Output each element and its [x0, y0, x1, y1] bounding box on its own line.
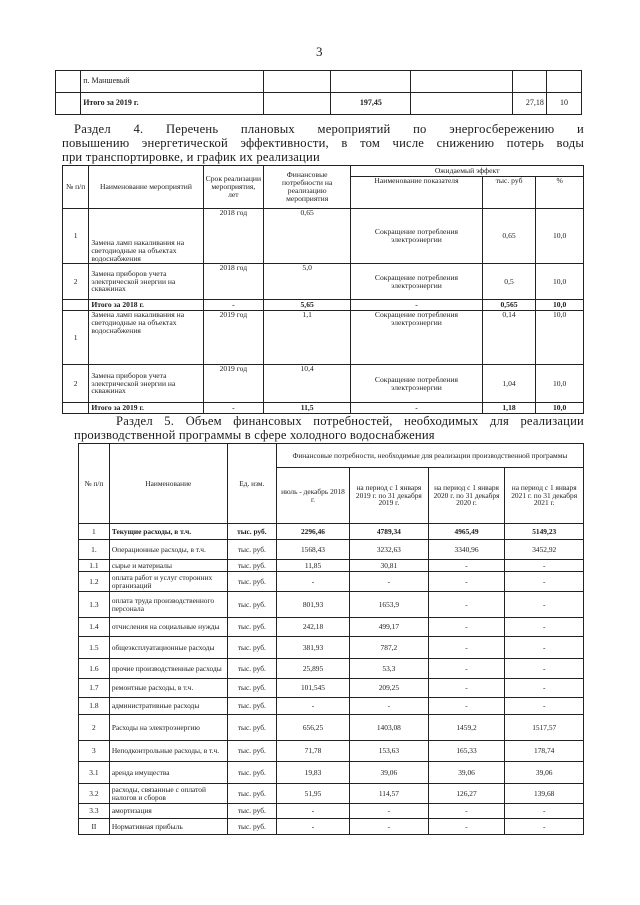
cell-name: ремонтные расходы, в т.ч. [109, 679, 227, 698]
cell-v1: 656,25 [276, 715, 349, 741]
cell-v1: - [276, 819, 349, 835]
cell-unit: тыс. руб. [227, 637, 276, 659]
cell-unit: тыс. руб. [227, 784, 276, 804]
cell-name: прочие производственные расходы [109, 659, 227, 679]
cell-unit: тыс. руб. [227, 524, 276, 540]
cell-unit: тыс. руб. [227, 715, 276, 741]
cell-v2: 4789,34 [350, 524, 429, 540]
cell-num: 3.3 [79, 804, 110, 819]
cell-unit: тыс. руб. [227, 560, 276, 572]
cell-v1: 71,78 [276, 741, 349, 762]
cell-name: Расходы на электроэнергию [109, 715, 227, 741]
cell-name: общеэксплуатационные расходы [109, 637, 227, 659]
cell-v2: - [350, 698, 429, 715]
section4-table [62, 165, 584, 414]
cell-unit: тыс. руб. [227, 762, 276, 784]
cell-v2: 39,06 [350, 762, 429, 784]
top-total-label: Итого за 2019 г. [81, 93, 264, 115]
cell-v2: 3232,63 [350, 540, 429, 560]
cell-v2: 1653,9 [350, 592, 429, 618]
cell-v3: - [428, 819, 505, 835]
cell-unit: тыс. руб. [227, 592, 276, 618]
col-percent: % [536, 177, 584, 209]
top-total-value: 27,18 [512, 93, 546, 115]
table-row [79, 524, 584, 540]
cell-name: отчисления на социальные нужды [109, 618, 227, 637]
cell-v1: - [276, 572, 349, 592]
col-p1: июль - декабрь 2018 г. [276, 468, 349, 524]
cell-num: 3.1 [79, 762, 110, 784]
cell-v2: 787,2 [350, 637, 429, 659]
col-group: Финансовые потребности, необходимые для реализации производственной программы [276, 444, 583, 468]
table-row: 1 Замена ламп накаливания на светодиодные на объектах водоснабжения 2019 год 1,1 Сокращение потребления электроэнергии 0,14 10,0 [63, 311, 584, 365]
cell-v1: 25,895 [276, 659, 349, 679]
cell-v4: 5149,23 [505, 524, 584, 540]
cell-name: Нормативная прибыль [109, 819, 227, 835]
cell-name: административные расходы [109, 698, 227, 715]
table-row: 1 Замена ламп накаливания на светодиодные на объектах водоснабжения 2018 год 0,65 Сокращение потребления электроэнергии 0,65 10,0 [63, 209, 584, 264]
cell-v1: 242,18 [276, 618, 349, 637]
table-row: Итого за 2018 г. - 5,65 - 0,565 10,0 [63, 300, 584, 311]
cell-v4: 1517,57 [505, 715, 584, 741]
table-row [79, 741, 584, 762]
cell-num: 1.4 [79, 618, 110, 637]
cell-name: сырье и материалы [109, 560, 227, 572]
top-total-percent: 10 [546, 93, 581, 115]
cell-v4: - [505, 592, 584, 618]
table-row: 2 Замена приборов учета электрической энергии на скважинах 2019 год 10,4 Сокращение потребления электроэнергии 1,04 10,0 [63, 365, 584, 403]
cell-v4: - [505, 637, 584, 659]
cell-v3: - [428, 592, 505, 618]
col-name: Наименование [109, 444, 227, 524]
cell-v4: 39,06 [505, 762, 584, 784]
cell-num: 1 [79, 524, 110, 540]
table-row [79, 762, 584, 784]
col-effect: Ожидаемый эффект [351, 166, 584, 177]
cell-name: оплата работ и услуг сторонних организаций [109, 572, 227, 592]
col-p2: на период с 1 января 2019 г. по 31 декабря 2019 г. [350, 468, 429, 524]
cell-unit: тыс. руб. [227, 572, 276, 592]
cell-num: 1. [79, 540, 110, 560]
cell-v2: 53,3 [350, 659, 429, 679]
cell-unit: тыс. руб. [227, 618, 276, 637]
cell-v3: - [428, 804, 505, 819]
cell-v3: - [428, 618, 505, 637]
cell-unit: тыс. руб. [227, 540, 276, 560]
col-name: Наименование мероприятий [89, 166, 203, 209]
cell-unit: тыс. руб. [227, 659, 276, 679]
col-value: тыс. руб [482, 177, 536, 209]
cell-name: Операционные расходы, в т.ч. [109, 540, 227, 560]
cell-v2: 153,63 [350, 741, 429, 762]
cell-unit: тыс. руб. [227, 819, 276, 835]
cell-v2: 209,25 [350, 679, 429, 698]
col-p4: на период с 1 января 2021 г. по 31 декабря 2021 г. [505, 468, 584, 524]
cell-v1: 19,83 [276, 762, 349, 784]
table-row [79, 618, 584, 637]
cell-name: амортизация [109, 804, 227, 819]
cell-v4: - [505, 659, 584, 679]
cell-v4: 178,74 [505, 741, 584, 762]
col-num: № п/п [79, 444, 110, 524]
table-row [79, 784, 584, 804]
cell-unit: тыс. руб. [227, 741, 276, 762]
cell-v3: - [428, 637, 505, 659]
table-row [79, 592, 584, 618]
cell-v4: - [505, 618, 584, 637]
col-need: Финансовые потребности на реализацию мероприятия [264, 166, 351, 209]
cell-num: 1.8 [79, 698, 110, 715]
cell-unit: тыс. руб. [227, 698, 276, 715]
table-row [79, 804, 584, 819]
cell-name: Неподконтрольные расходы, в т.ч. [109, 741, 227, 762]
cell-v1: 11,85 [276, 560, 349, 572]
cell-v3: 39,06 [428, 762, 505, 784]
top-total-need: 197,45 [331, 93, 411, 115]
cell-v4: - [505, 679, 584, 698]
col-unit: Ед. изм. [227, 444, 276, 524]
cell-v2: - [350, 819, 429, 835]
col-p3: на период с 1 января 2020 г. по 31 декабря 2020 г. [428, 468, 505, 524]
cell-num: 1.6 [79, 659, 110, 679]
cell-v1: 381,93 [276, 637, 349, 659]
cell-num: 1.2 [79, 572, 110, 592]
cell-v1: - [276, 698, 349, 715]
section5-table [78, 443, 584, 835]
table-row [79, 540, 584, 560]
cell-num: II [79, 819, 110, 835]
cell-num: 2 [79, 715, 110, 741]
cell-v3: - [428, 698, 505, 715]
col-term: Срок реализации мероприятия, лет [203, 166, 263, 209]
cell-num: 3.2 [79, 784, 110, 804]
page-number: 3 [316, 44, 323, 59]
cell-v3: - [428, 659, 505, 679]
cell-v3: 126,27 [428, 784, 505, 804]
top-row-name: п. Маншевый [81, 71, 264, 93]
cell-num: 3 [79, 741, 110, 762]
cell-v4: - [505, 804, 584, 819]
table-row [79, 637, 584, 659]
cell-v3: - [428, 572, 505, 592]
table-row [79, 819, 584, 835]
cell-v2: 1403,08 [350, 715, 429, 741]
table-row: Итого за 2019 г. - 11,5 - 1,18 10,0 [63, 403, 584, 414]
cell-v4: - [505, 572, 584, 592]
col-num: № п/п [63, 166, 89, 209]
cell-v1: 51,95 [276, 784, 349, 804]
cell-v2: 114,57 [350, 784, 429, 804]
cell-v1: 1568,43 [276, 540, 349, 560]
cell-v2: - [350, 804, 429, 819]
cell-num: 1.1 [79, 560, 110, 572]
cell-v1: 2296,46 [276, 524, 349, 540]
cell-unit: тыс. руб. [227, 804, 276, 819]
cell-v3: 165,33 [428, 741, 505, 762]
cell-v4: - [505, 698, 584, 715]
table-row: 2 Замена приборов учета электрической энергии на скважинах 2018 год 5,0 Сокращение потребления электроэнергии 0,5 10,0 [63, 264, 584, 300]
cell-v2: 499,17 [350, 618, 429, 637]
cell-unit: тыс. руб. [227, 679, 276, 698]
cell-v3: 4965,49 [428, 524, 505, 540]
cell-num: 1.7 [79, 679, 110, 698]
cell-num: 1.3 [79, 592, 110, 618]
cell-v4: - [505, 560, 584, 572]
table-row [79, 698, 584, 715]
top-table [55, 70, 582, 115]
cell-name: расходы, связанные с оплатой налогов и сборов [109, 784, 227, 804]
cell-v3: - [428, 560, 505, 572]
cell-v2: - [350, 572, 429, 592]
cell-name: оплата труда производственного персонала [109, 592, 227, 618]
section4-title: Раздел 4. Перечень плановых мероприятий по энергосбережению и повышению энергетической эффективности, в том числе снижению потерь воды при транспортировке, и график их реализации [62, 122, 584, 164]
col-indicator: Наименование показателя [351, 177, 483, 209]
section5-title: Раздел 5. Объем финансовых потребностей, необходимых для реализации производственной программы в сфере холодного водоснабжения [74, 414, 584, 442]
table-row [79, 715, 584, 741]
cell-v3: 3340,96 [428, 540, 505, 560]
cell-v4: - [505, 819, 584, 835]
cell-name: аренда имущества [109, 762, 227, 784]
cell-v1: 101,545 [276, 679, 349, 698]
table-row [79, 560, 584, 572]
table-row [79, 679, 584, 698]
cell-v1: 801,93 [276, 592, 349, 618]
cell-name: Текущие расходы, в т.ч. [109, 524, 227, 540]
table-row [79, 572, 584, 592]
cell-v4: 3452,92 [505, 540, 584, 560]
table-row [79, 659, 584, 679]
cell-v3: 1459,2 [428, 715, 505, 741]
cell-v1: - [276, 804, 349, 819]
cell-v3: - [428, 679, 505, 698]
cell-num: 1.5 [79, 637, 110, 659]
cell-v2: 30,81 [350, 560, 429, 572]
cell-v4: 139,68 [505, 784, 584, 804]
